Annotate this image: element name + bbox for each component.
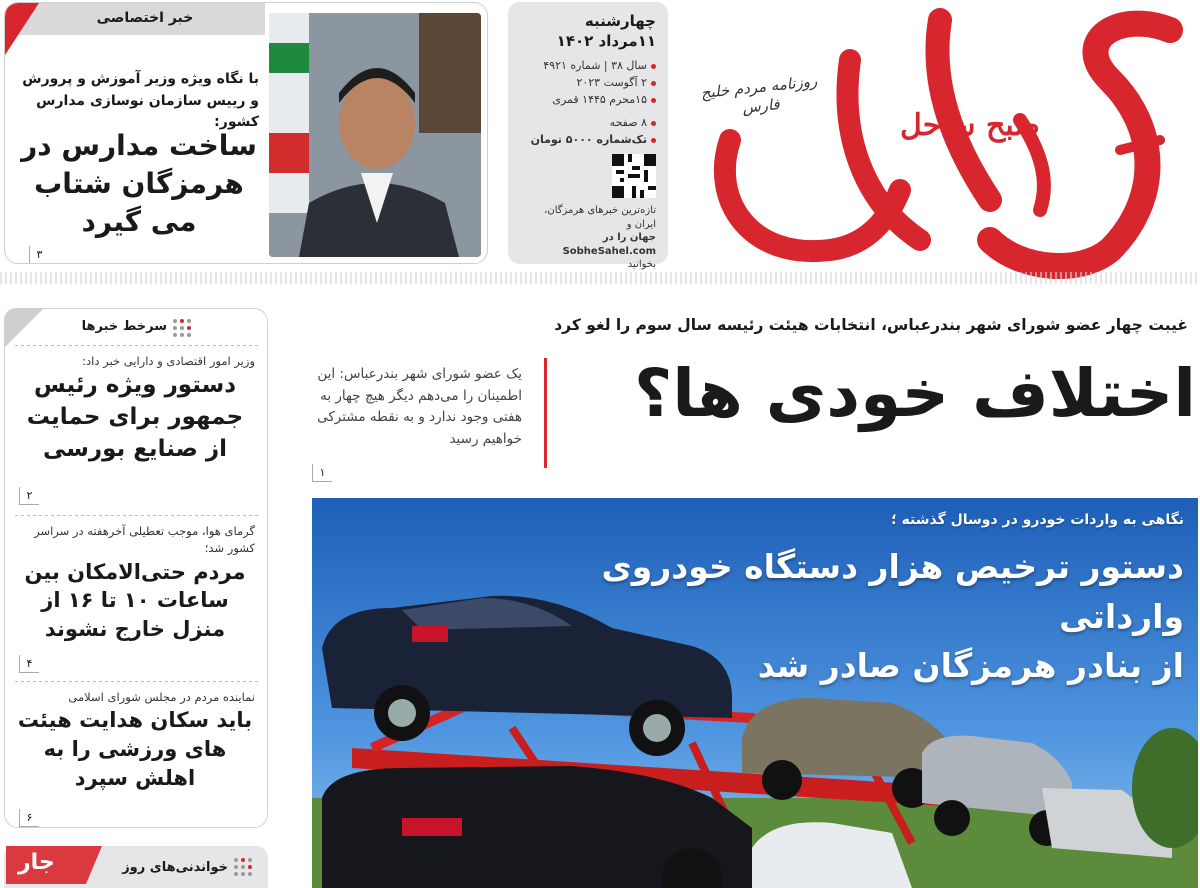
page-number[interactable]: ۳ xyxy=(29,246,49,264)
masthead-tagline: روزنامه مردم خلیج فارس xyxy=(699,71,819,117)
main-side-text: یک عضو شورای شهر بندرعباس: این اطمینان را می‌دهم دیگر هیچ چهار به هفتی وجود ندارد و به نقطه مشترکی خواهیم رسید xyxy=(317,366,522,447)
dots-icon xyxy=(234,858,252,876)
info-row: سال ۳۸ | شماره ۴۹۲۱ xyxy=(520,57,656,74)
item-headline[interactable]: مردم حتی‌الامکان بین ساعات ۱۰ تا ۱۶ از منزل خارج نشوند xyxy=(24,559,246,642)
issue-info-box xyxy=(508,2,668,271)
exclusive-photo xyxy=(269,13,481,257)
photo-kicker: نگاهی به واردات خودرو در دوسال گذشته ؛ xyxy=(891,512,1184,528)
site-link[interactable]: جهان را در SobheSahel.com xyxy=(562,232,656,257)
page-number[interactable]: ۲ xyxy=(19,487,39,505)
portrait-image xyxy=(269,13,481,257)
masthead-logo xyxy=(690,0,1200,280)
main-headline[interactable]: اختلاف خودی ها؟ xyxy=(634,355,1196,432)
page-number[interactable]: ۶ xyxy=(19,809,39,827)
exclusive-story[interactable] xyxy=(4,2,488,264)
info-row: ۱۵محرم ۱۴۴۵ قمری xyxy=(520,91,656,108)
bullet-icon xyxy=(651,81,656,86)
item-headline[interactable]: باید سکان هدایت هیئت های ورزشی را به اهلش سپرد xyxy=(17,708,253,791)
separator xyxy=(15,345,259,346)
corner-fold-icon xyxy=(5,3,39,55)
date-solar: ۱۱مرداد ۱۴۰۲ xyxy=(556,31,656,50)
site-line: بخوانید xyxy=(627,259,656,271)
item-kicker: نماینده مردم در مجلس شورای اسلامی xyxy=(68,690,255,704)
site-line: تازه‌ترین خبرهای هرمزگان، ایران و xyxy=(544,205,656,230)
photo-story[interactable] xyxy=(312,498,1198,888)
masthead xyxy=(690,0,1200,280)
watermark-text: جار xyxy=(18,850,55,875)
daily-reads-label: خواندنی‌های روز xyxy=(122,860,228,875)
list-item[interactable] xyxy=(15,689,255,793)
page-number[interactable]: ۴ xyxy=(19,655,39,673)
bullet-icon xyxy=(651,98,656,103)
dots-icon xyxy=(173,319,191,337)
item-kicker: گرمای هوا، موجب تعطیلی آخرهفته در سراسر کشور شد؛ xyxy=(34,524,255,556)
weekday: چهارشنبه xyxy=(584,12,656,30)
item-headline[interactable]: دستور ویژه رئیس جمهور برای حمایت از صنایع بورسی xyxy=(26,372,244,462)
exclusive-label: خبر اختصاصی xyxy=(96,10,194,26)
exclusive-headline[interactable]: ساخت مدارس در هرمزگان شتاب می گیرد xyxy=(21,129,257,238)
separator xyxy=(15,515,259,516)
accent-bar xyxy=(544,358,547,468)
separator xyxy=(15,681,259,682)
bullet-icon xyxy=(651,64,656,69)
item-kicker: وزیر امور اقتصادی و دارایی خبر داد: xyxy=(82,354,255,368)
list-item[interactable] xyxy=(15,523,255,644)
exclusive-subheading: با نگاه ویژه وزیر آموزش و پرورش و رییس سازمان نوسازی مدارس کشور: xyxy=(22,71,259,131)
page-number[interactable]: ۱ xyxy=(312,464,332,482)
corner-fold-icon xyxy=(4,308,44,348)
photo-headline-line: از بنادر هرمزگان صادر شد xyxy=(757,646,1184,685)
photo-headline[interactable] xyxy=(484,542,1184,691)
logo-text: صبح ساحل xyxy=(900,108,1040,143)
sidebar-title: سرخط خبرها xyxy=(81,319,167,334)
photo-headline-line: دستور ترخیص هزار دستگاه خودروی وارداتی xyxy=(601,547,1184,636)
divider xyxy=(0,272,1200,284)
main-kicker: غیبت چهار عضو شورای شهر بندرعباس، انتخابات هیئت رئیسه سال سوم را لغو کرد xyxy=(554,316,1188,334)
info-row: ۸ صفحه xyxy=(520,114,656,131)
list-item[interactable] xyxy=(15,353,255,465)
bullet-icon xyxy=(651,121,656,126)
info-row: ۲ آگوست ۲۰۲۳ xyxy=(520,74,656,91)
headlines-sidebar xyxy=(4,308,268,828)
info-row-price: تک‌شماره ۵۰۰۰ تومان xyxy=(520,131,656,148)
qr-code-icon[interactable] xyxy=(612,154,656,198)
bullet-icon xyxy=(651,138,656,143)
